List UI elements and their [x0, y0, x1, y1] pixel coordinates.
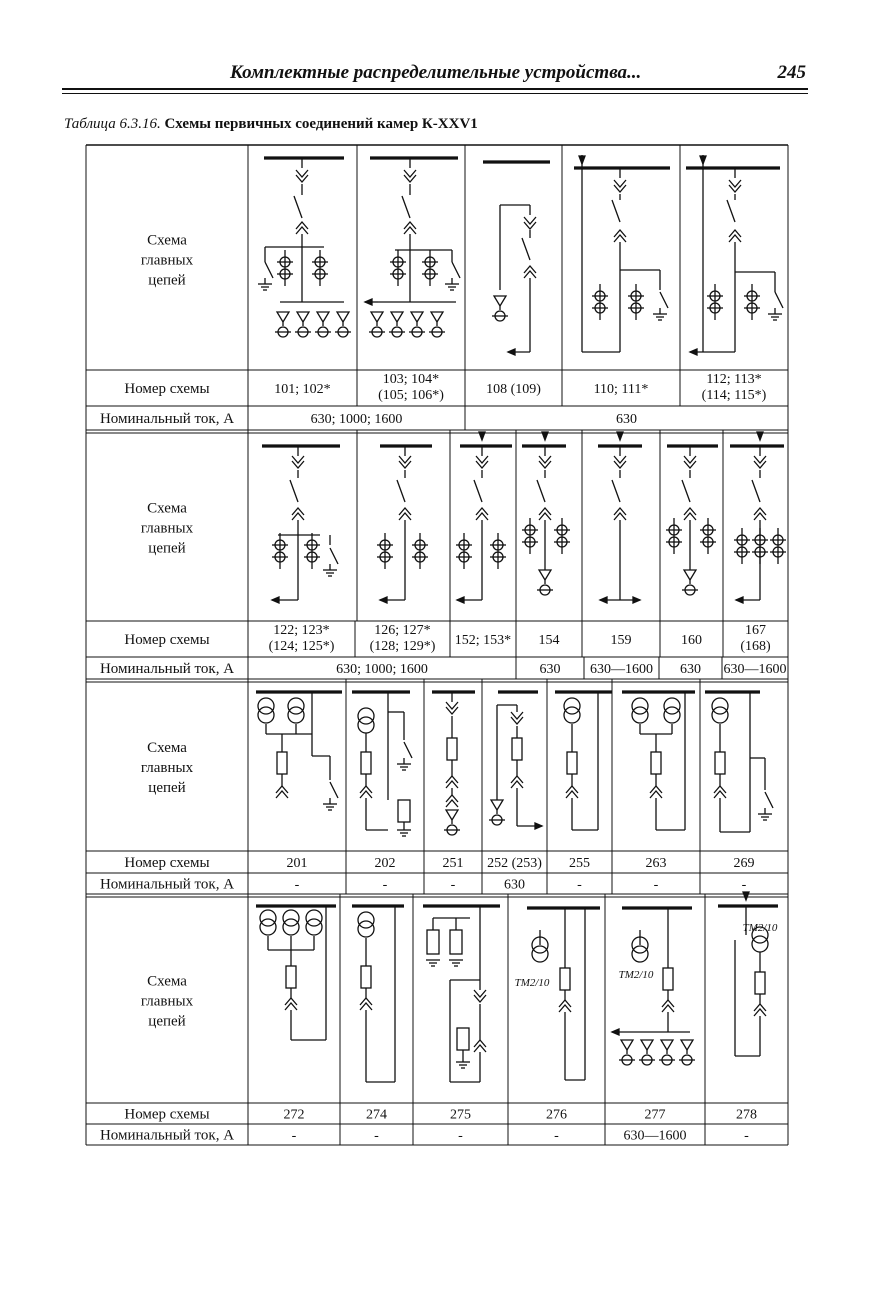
earthing-switch-icon [765, 792, 773, 808]
rated-current: 630 [539, 662, 561, 677]
arrow-icon [380, 597, 387, 603]
plug-connector-icon [476, 456, 488, 463]
arrow-icon [542, 432, 548, 440]
fuse-icon [286, 966, 296, 988]
scheme-label: цепей [148, 272, 186, 289]
switch-icon [537, 480, 545, 502]
arrow-icon [617, 432, 623, 440]
rated-current: 630 [616, 412, 637, 427]
arrow-icon [272, 597, 279, 603]
rated-current: 630—1600 [590, 662, 653, 677]
fuse-icon [560, 968, 570, 990]
plug-connector-icon [474, 990, 486, 997]
scheme-number: 275 [450, 1107, 471, 1123]
scheme-number: 160 [681, 633, 702, 648]
fuse-icon [512, 738, 522, 760]
scheme-label: главных [140, 760, 194, 776]
rated-current: 630; 1000; 1600 [336, 662, 428, 677]
scheme-number: 269 [733, 856, 755, 871]
fuse-icon [361, 966, 371, 988]
fuse-icon [663, 968, 673, 990]
scheme-label: главных [140, 520, 194, 537]
earthing-switch-icon [660, 292, 668, 308]
scheme-number: (114; 115*) [701, 388, 767, 403]
plug-connector-icon [399, 456, 411, 463]
scheme-number: 167 [745, 623, 766, 638]
arrow-icon [600, 597, 607, 603]
arrester-icon [641, 1040, 653, 1050]
scheme-number: 159 [610, 633, 632, 648]
fuse-icon [427, 930, 439, 954]
rated-current: 630—1600 [623, 1128, 687, 1144]
earthing-switch-icon [330, 782, 338, 798]
plug-connector-icon [729, 180, 741, 187]
number-label: Номер схемы [124, 1106, 210, 1123]
switch-icon [397, 480, 405, 502]
number-label: Номер схемы [124, 381, 210, 397]
plug-connector-icon [296, 170, 308, 177]
arrow-icon [736, 597, 743, 603]
arrester-icon [297, 312, 309, 322]
arrester-icon [446, 810, 458, 820]
rated-current: 630—1600 [723, 662, 787, 677]
arrester-icon [411, 312, 423, 322]
arrester-icon [494, 296, 506, 306]
scheme-number: 110; 111* [593, 382, 649, 397]
arrester-icon [684, 570, 696, 580]
plug-connector-icon [446, 702, 458, 709]
plug-connector-icon [614, 180, 626, 187]
arrow-icon [743, 892, 749, 900]
arrow-icon [633, 597, 640, 603]
earthing-switch-icon [265, 262, 273, 278]
current-label: Номинальный ток, А [99, 411, 235, 427]
scheme-number: 152; 153* [454, 633, 512, 648]
fuse-icon [398, 800, 410, 822]
scheme-label: Схема [147, 973, 187, 990]
scheme-number: 263 [645, 856, 667, 871]
rated-current: 630; 1000; 1600 [310, 412, 403, 427]
scheme-number: 126; 127* [374, 623, 431, 638]
rated-current: - [374, 1128, 379, 1144]
voltage-transformer-icon [283, 910, 299, 926]
scheme-label: главных [140, 993, 194, 1010]
arrow-icon [535, 823, 542, 829]
plug-connector-icon [404, 170, 416, 177]
rated-current: - [291, 1128, 297, 1144]
plug-connector-icon [614, 456, 626, 463]
scheme-label: Схема [147, 740, 187, 756]
rated-current: 630 [680, 662, 701, 677]
scheme-label: цепей [148, 540, 186, 557]
arrester-icon [681, 1040, 693, 1050]
scheme-number: 277 [644, 1107, 666, 1123]
arrester-icon [391, 312, 403, 322]
plug-connector-icon [684, 456, 696, 463]
switch-icon [682, 480, 690, 502]
earthing-switch-icon [452, 262, 460, 278]
arrow-icon [365, 299, 372, 305]
arrow-icon [690, 349, 697, 355]
rated-current: - [653, 877, 659, 893]
arrester-icon [337, 312, 349, 322]
arrester-icon [371, 312, 383, 322]
scheme-number: 276 [546, 1107, 567, 1123]
table-caption-label: Таблица 6.3.16. [64, 116, 161, 132]
scheme-number: 272 [283, 1107, 305, 1123]
arrow-icon [612, 1029, 619, 1035]
arrow-icon [508, 349, 515, 355]
transformer-label: TM2/10 [514, 977, 550, 989]
switch-icon [474, 480, 482, 502]
scheme-number: 103; 104* [382, 372, 440, 387]
scheme-number: (168) [740, 639, 771, 654]
scheme-number: (105; 106*) [378, 388, 444, 403]
scheme-number: (128; 129*) [369, 639, 436, 654]
switch-icon [294, 196, 302, 218]
transformer-label: TM2/10 [618, 969, 654, 981]
scheme-label: главных [140, 252, 194, 269]
plug-connector-icon [511, 712, 523, 719]
running-header-title: Комплектные распределительные устройства... [230, 62, 642, 83]
scheme-number: 201 [286, 856, 308, 871]
rated-current: - [450, 877, 456, 893]
scheme-label: цепей [148, 1013, 186, 1030]
switch-icon [612, 480, 620, 502]
page-number: 245 [777, 62, 806, 83]
arrester-icon [431, 312, 443, 322]
arrester-icon [491, 800, 503, 810]
fuse-icon [755, 972, 765, 994]
arrow-icon [757, 432, 763, 440]
arrester-icon [317, 312, 329, 322]
scheme-number: 251 [442, 856, 464, 871]
scheme-number: 255 [569, 856, 590, 871]
switch-icon [522, 238, 530, 260]
voltage-transformer-icon [358, 912, 374, 928]
switch-icon [290, 480, 298, 502]
switch-icon [612, 200, 620, 222]
number-label: Номер схемы [124, 855, 210, 871]
fuse-icon [277, 752, 287, 774]
arrester-icon [277, 312, 289, 322]
scheme-number: 112; 113* [706, 372, 762, 387]
rated-current: - [294, 877, 300, 893]
voltage-transformer-icon [664, 698, 680, 714]
fuse-icon [651, 752, 661, 774]
earthing-switch-icon [775, 292, 783, 308]
current-label: Номинальный ток, А [99, 876, 235, 893]
arrester-icon [539, 570, 551, 580]
plug-connector-icon [524, 217, 536, 224]
rated-current: 630 [504, 877, 525, 893]
arrester-icon [661, 1040, 673, 1050]
scheme-label: Схема [147, 232, 187, 249]
rated-current: - [744, 1128, 749, 1144]
switch-icon [402, 196, 410, 218]
arrow-icon [457, 597, 464, 603]
fuse-icon [457, 1028, 469, 1050]
scheme-number: (124; 125*) [268, 639, 335, 654]
switch-icon [727, 200, 735, 222]
scheme-number: 202 [374, 856, 396, 871]
rated-current: - [458, 1128, 463, 1144]
scheme-label: цепей [148, 780, 186, 796]
transformer-label: TM2/10 [742, 922, 778, 934]
rated-current: - [577, 877, 582, 893]
plug-connector-icon [754, 456, 766, 463]
current-label: Номинальный ток, А [99, 661, 235, 677]
voltage-transformer-icon [712, 698, 728, 714]
voltage-transformer-icon [564, 698, 580, 714]
plug-connector-icon [292, 456, 304, 463]
plug-connector-icon [539, 456, 551, 463]
scheme-number: 122; 123* [273, 623, 330, 638]
earthing-switch-icon [330, 548, 338, 564]
voltage-transformer-icon [258, 698, 274, 714]
voltage-transformer-icon [632, 698, 648, 714]
voltage-transformer-icon [358, 708, 374, 724]
voltage-transformer-icon [260, 910, 276, 926]
switch-icon [752, 480, 760, 502]
arrow-icon [479, 432, 485, 440]
fuse-icon [361, 752, 371, 774]
current-label: Номинальный ток, А [99, 1127, 235, 1144]
scheme-number: 154 [538, 633, 560, 648]
fuse-icon [715, 752, 725, 774]
number-label: Номер схемы [124, 632, 210, 648]
scheme-number: 278 [736, 1107, 757, 1123]
fuse-icon [447, 738, 457, 760]
scheme-number: 101; 102* [274, 382, 331, 397]
fuse-icon [567, 752, 577, 774]
voltage-transformer-icon [288, 698, 304, 714]
voltage-transformer-icon [306, 910, 322, 926]
earthing-switch-icon [404, 742, 412, 758]
scheme-number: 252 (253) [487, 856, 542, 871]
scheme-label: Схема [147, 500, 187, 517]
arrester-icon [621, 1040, 633, 1050]
scheme-number: 108 (109) [486, 382, 541, 397]
table-caption-text: Схемы первичных соединений камер К-XXV1 [164, 116, 478, 132]
scheme-number: 274 [366, 1107, 387, 1123]
rated-current: - [741, 877, 747, 893]
rated-current: - [554, 1128, 559, 1144]
rated-current: - [382, 877, 388, 893]
